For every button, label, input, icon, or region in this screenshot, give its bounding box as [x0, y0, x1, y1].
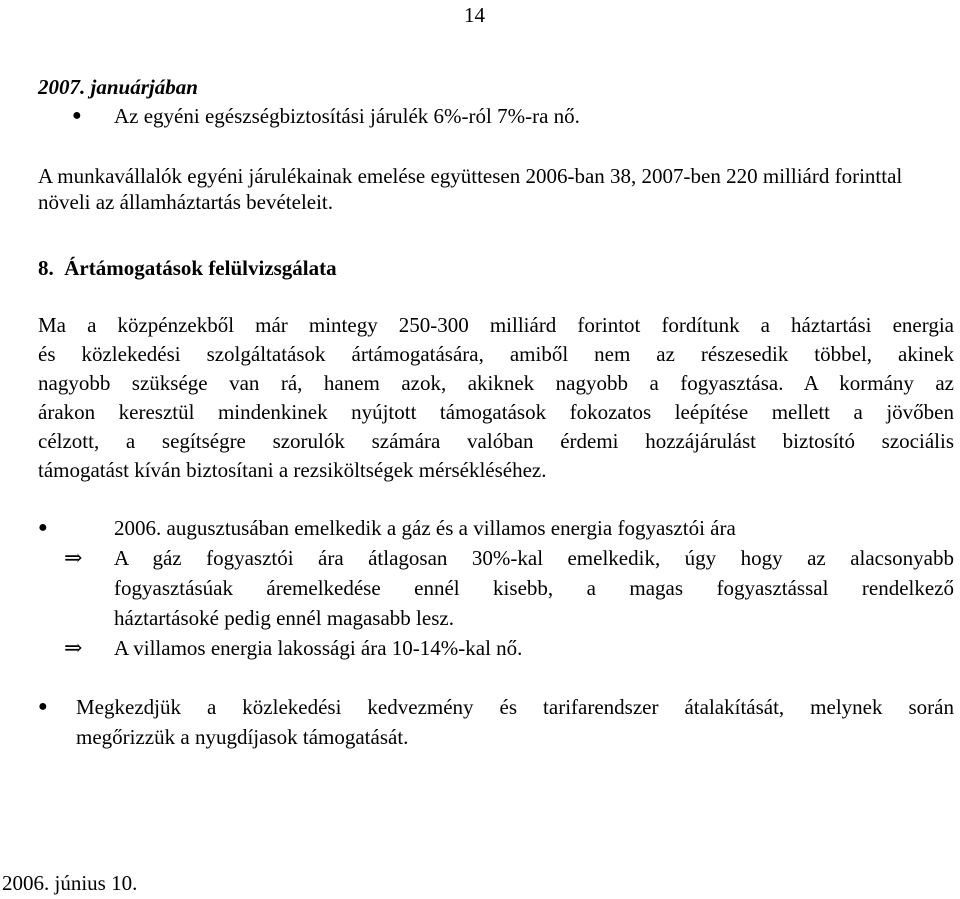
bullet-icon: ● [38, 698, 48, 715]
bullet-line: megőrizzük a nyugdíjasok támogatását. [76, 725, 409, 749]
page-number: 14 [464, 3, 485, 27]
bullet-icon: ● [38, 519, 48, 536]
paragraph-subsidies [38, 312, 954, 486]
bullet-text-2007: Az egyéni egészségbiztosítási járulék 6%-ról 7%-ra nő. [114, 104, 580, 128]
footer-date: 2006. június 10. [2, 871, 138, 895]
paragraph-line: támogatást kíván biztosítani a rezsiköltségek mérsékléséhez. [38, 458, 547, 482]
sub-item-gas-price [114, 545, 954, 635]
paragraph-line: nagyobb szüksége van rá, hanem azok, akiknek nagyobb a fogyasztása. A kormány az [38, 371, 954, 395]
bullet-text-transport [76, 694, 954, 754]
paragraph-line: Ma a közpénzekből már mintegy 250-300 milliárd forintot fordítunk a háztartási energia [38, 313, 954, 337]
paragraph-contributions: A munkavállalók egyéni járulékainak emelése együttesen 2006-ban 38, 2007-ben 220 milliárd forinttal növeli az államháztartás bevételeit. [38, 164, 903, 214]
sub-item-line: fogyasztásúak áremelkedése ennél kisebb, a magas fogyasztással rendelkező [114, 576, 954, 600]
bullet-line: Megkezdjük a közlekedési kedvezmény és tarifarendszer átalakítását, melynek során [76, 695, 954, 719]
section-number: 8. [38, 256, 54, 280]
section-heading [38, 255, 337, 281]
sub-item-line: A gáz fogyasztói ára átlagosan 30%-kal emelkedik, úgy hogy az alacsonyabb [114, 546, 954, 570]
paragraph-line: árakon keresztül mindenkinek nyújtott támogatások fokozatos leépítése mellett a jövőben [38, 400, 954, 424]
bullet-text-price-increase: 2006. augusztusában emelkedik a gáz és a villamos energia fogyasztói ára [114, 516, 736, 540]
date-heading-2007: 2007. januárjában [38, 75, 198, 99]
sub-item-line: háztartásoké pedig ennél magasabb lesz. [114, 606, 454, 630]
double-right-arrow-icon: ⇒ [64, 635, 83, 660]
sub-item-electricity-price: A villamos energia lakossági ára 10-14%-kal nő. [114, 636, 523, 660]
section-title: Ártámogatások felülvizsgálata [64, 256, 337, 280]
bullet-icon: ● [72, 107, 82, 124]
paragraph-line: célzott, a segítségre szorulók számára valóban érdemi hozzájárulást biztosító szociális [38, 429, 954, 453]
double-right-arrow-icon: ⇒ [64, 545, 83, 570]
paragraph-line: és közlekedési szolgáltatások ártámogatására, amiből nem az részesedik többel, akinek [38, 342, 954, 366]
